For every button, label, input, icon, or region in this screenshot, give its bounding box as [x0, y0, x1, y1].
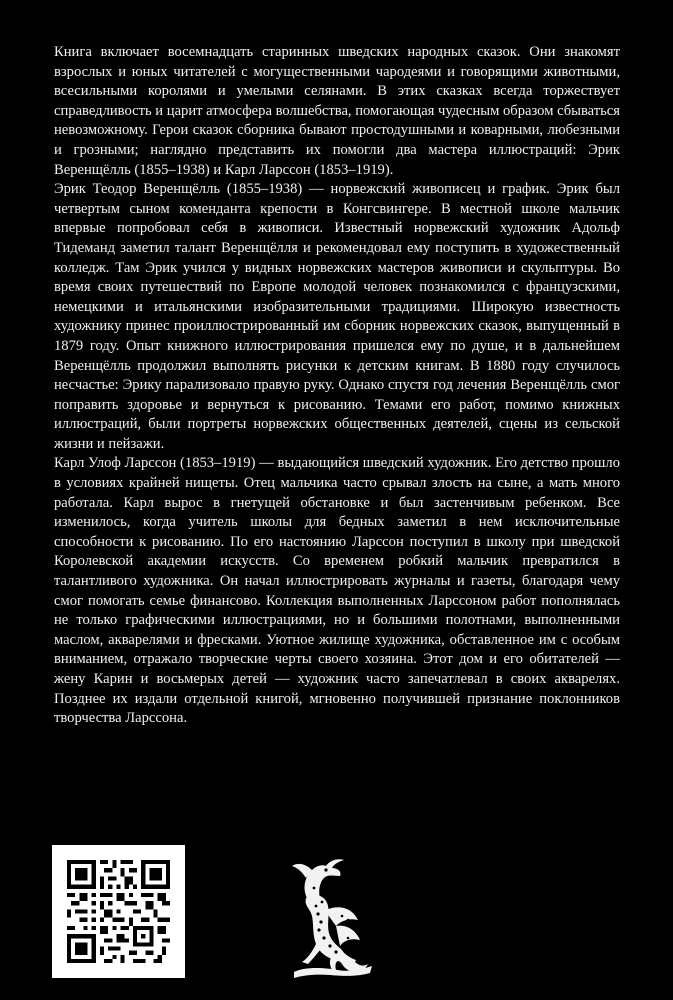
dragon-logo-icon — [286, 858, 378, 980]
paragraph-intro: Книга включает восемнадцать старинных шведских народных сказок. Они знакомят взрослых и юных читателей с могущественными чародеями и говорящими животными, всесильными королями и умелыми селянами. В этих сказках всегда торжествует справедливость и царит атмосфера волшебства, помогающая чудесным образом сбываться невозможному. Герои сказок сборника бывают простодушными и коварными, любезными и грозными; наглядно представить их помогли два мастера иллюстраций: Эрик Веренщёлль (1855–1938) и Карл Ларссон (1853–1919). — [54, 44, 620, 178]
paragraph-larsson: Карл Улоф Ларссон (1853–1919) — выдающийся шведский художник. Его детство прошло в условиях крайней нищеты. Отец мальчика часто срывал злость на сыне, а мать много работала. Карл вырос в гнетущей обстановке и был застенчивым ребенком. Все изменилось, когда учитель школы для бедных заметил в нем исключительные способности к рисованию. По его настоянию Ларссон поступил в школу при шведской Королевской академии искусств. Со временем робкий мальчик превратился в талантливого художника. Он начал иллюстрировать журналы и газеты, благодаря чему смог помогать семье финансово. Коллекция выполненных Ларссоном работ пополнялась не только графическими иллюстрациями, но и большими полотнами, выполненными маслом, акварелями и фресками. Уютное жилище художника, обставленное им с особым вниманием, отражало творческие черты своего хозяина. Этот дом и его обитателей — жену Карин и восьмерых детей — художник часто запечатлевал в своих акварелях. Позднее их издали отдельной книгой, мгновенно получившей признание поклонников творчества Ларссона. — [54, 455, 620, 727]
qr-code — [52, 845, 185, 978]
back-cover-text — [54, 43, 620, 729]
qr-code-icon — [67, 860, 170, 963]
paragraph-werenskiold: Эрик Теодор Веренщёлль (1855–1938) — норвежский живописец и график. Эрик был четвертым сыном коменданта крепости в Конгсвингере. В местной школе мальчик впервые попробовал себя в живописи. Известный норвежский художник Адольф Тидеманд заметил талант Веренщёлля и рекомендовал ему поступить в художественный колледж. Там Эрик учился у видных норвежских мастеров живописи и скульптуры. Во время своих путешествий по Европе молодой человек познакомился с французскими, немецкими и итальянскими изобразительными традициями. Широкую известность художнику принес проиллюстрированный им сборник норвежских сказок, выпущенный в 1879 году. Опыт книжного иллюстрирования пришелся ему по душе, и в дальнейшем Веренщёлль продолжил выполнять рисунки к детским книгам. В 1880 году случилось несчастье: Эрику парализовало правую руку. Однако спустя год лечения Веренщёлль смог поправить здоровье и вернуться к рисованию. Темами его работ, помимо книжных иллюстраций, были портреты норвежских общественных деятелей, сцены из сельской жизни и пейзажи. — [54, 181, 620, 452]
